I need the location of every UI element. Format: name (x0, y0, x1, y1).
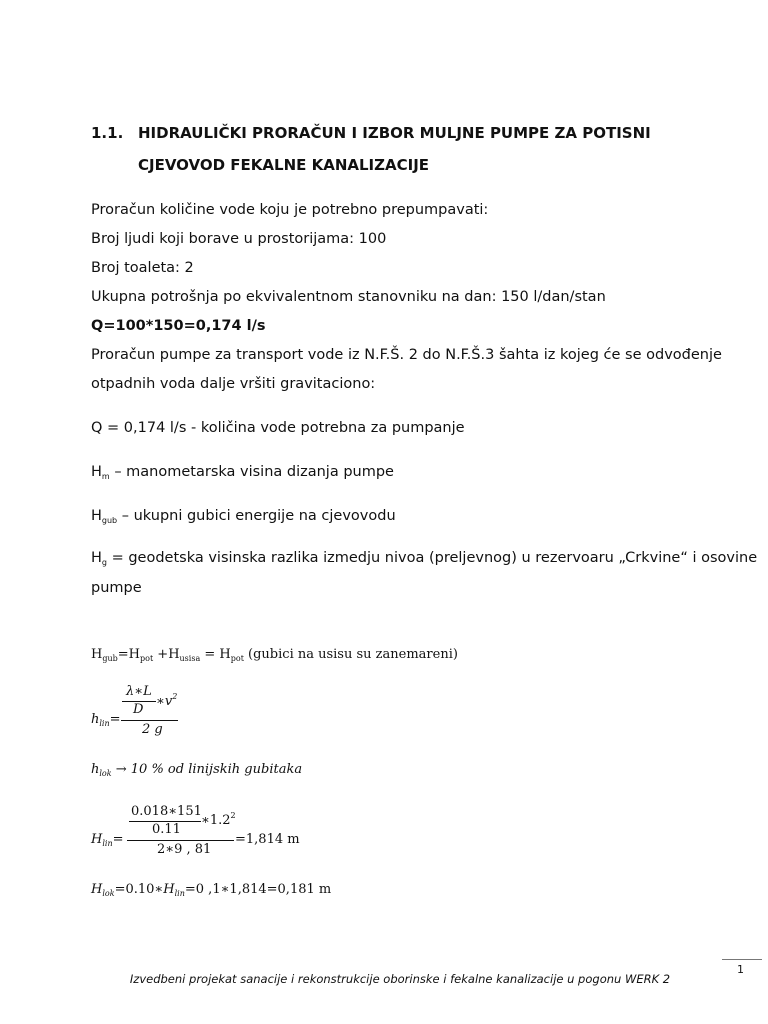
page-number: 1 (737, 963, 744, 976)
Hlin-denominator: 2∗9 , 81 (157, 842, 212, 857)
hlin-denominator: 2 g (142, 722, 163, 737)
footer-text: Izvedbeni projekat sanacije i rekonstrukcije oborinske i fekalne kanalizacije u pogonu WERK 2 (129, 972, 671, 986)
paragraph-people-count: Broj ljudi koji borave u prostorijama: 100 (91, 231, 387, 247)
hlin-main-fraction-bar (121, 720, 178, 721)
definition-hgub-text: – ukupni gubici energije na cjevovodu (121, 508, 396, 524)
definition-hgub (91, 508, 396, 524)
definition-hg-line2: pumpe (91, 580, 142, 596)
hlin-numerator-tail: $∗v^2$ (156, 692, 178, 709)
definition-hg-line1 (91, 550, 758, 567)
definition-hg-text: = geodetska visinska razlika izmedju nivoa (preljevnog) u rezervoaru „Crkvine“ i osovine (106, 550, 758, 566)
Hlin-numerator-tail: $∗1.2^2$ (201, 811, 236, 828)
definition-q: Q = 0,174 l/s - količina vode potrebna za pumpanje (91, 420, 465, 436)
formula-hlok: $h_{lok} \to 10$ % od linijskih gubitaka (91, 762, 303, 778)
paragraph-consumption: Ukupna potrošnja po ekvivalentnom stanovniku na dan: 150 l/dan/stan (91, 289, 606, 305)
hlin-numerator-top: λ∗L (126, 684, 152, 699)
symbol-h: H (91, 508, 102, 524)
definition-hm (91, 464, 394, 480)
section-title-line1: HIDRAULIČKI PRORAČUN I IZBOR MULJNE PUMPE ZA POTISNI (138, 124, 651, 142)
formula-hlok-text: → 10 % od linijskih gubitaka (115, 762, 303, 777)
Hlin-result: =1,814 m (235, 832, 300, 847)
page-number-rule (722, 959, 762, 960)
hlin-label: $h_{lin}=$ (91, 712, 121, 728)
paragraph-toilet-count: Broj toaleta: 2 (91, 260, 194, 276)
formula-hgub-note: (gubici na usisu su zanemareni) (243, 647, 458, 662)
paragraph-calc-intro: Proračun količine vode koju je potrebno prepumpavati: (91, 202, 489, 218)
Hlin-numerator-den: 0.11 (152, 822, 181, 837)
symbol-h: H (91, 550, 102, 566)
Hlin-numerator-top: 0.018∗151 (131, 804, 202, 819)
Hlin-label: $H_{lin}=$ (91, 832, 124, 848)
symbol-sub-m: m (101, 472, 110, 481)
paragraph-pump-calc-line2: otpadnih voda dalje vršiti gravitaciono: (91, 376, 376, 392)
symbol-h: H (91, 464, 102, 480)
formula-hgub: $H_{gub}=H_{pot} +H_{usisa} = H_{pot}$ (gubici na usisu su zanemareni) (91, 647, 458, 663)
section-title-line2: CJEVOVOD FEKALNE KANALIZACIJE (138, 156, 430, 174)
section-number: 1.1. (91, 124, 124, 142)
paragraph-pump-calc-line1: Proračun pumpe za transport vode iz N.F.Š. 2 do N.F.Š.3 šahta iz kojeg će se odvođenje (91, 347, 722, 363)
hlin-numerator-den: D (133, 702, 144, 717)
Hlin-main-fraction-bar (127, 840, 234, 841)
symbol-sub-g: g (101, 558, 107, 567)
flow-result: Q=100*150=0,174 l/s (91, 318, 266, 334)
symbol-sub-gub: gub (101, 516, 118, 525)
formula-Hlok-numeric: $H_{lok}=0.10∗H_{lin}=0$ ,1∗1,814=0,181 m (91, 882, 332, 898)
definition-hm-text: – manometarska visina dizanja pumpe (114, 464, 394, 480)
